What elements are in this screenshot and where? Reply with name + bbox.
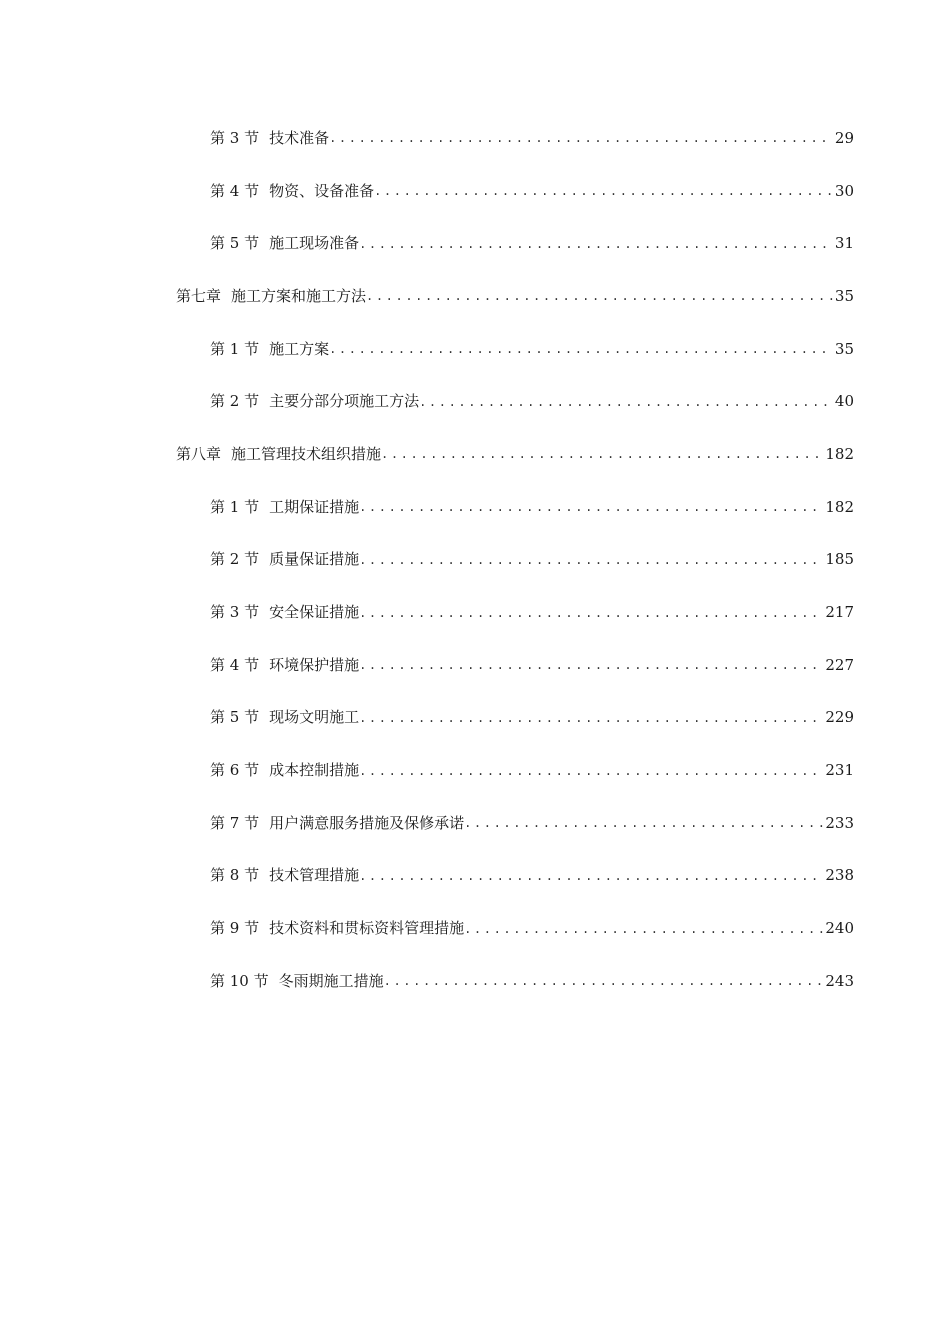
toc-entry-number: 第 1 节 — [210, 339, 260, 358]
toc-page-number: 227 — [825, 655, 854, 674]
toc-entry-number: 第 6 节 — [210, 761, 260, 780]
toc-page-number: 240 — [825, 919, 854, 938]
toc-dot-leader — [359, 763, 823, 779]
toc-entry-label — [210, 710, 359, 725]
toc-entry-number: 第 4 节 — [210, 181, 260, 200]
toc-page-number: 238 — [825, 866, 854, 885]
toc-dot-leader — [329, 130, 833, 146]
toc-entry-number: 第 7 节 — [210, 813, 260, 832]
toc-entry-title: 施工现场准备 — [269, 234, 360, 253]
toc-page-number: 30 — [834, 181, 854, 200]
toc-section-entry — [0, 902, 950, 955]
toc-entry-label — [210, 236, 359, 251]
toc-entry-title: 安全保证措施 — [269, 603, 360, 622]
toc-dot-leader — [366, 288, 833, 304]
toc-entry-title: 冬雨期施工措施 — [278, 971, 384, 990]
toc-section-entry — [0, 797, 950, 850]
toc-section-entry — [0, 692, 950, 745]
toc-entry-number: 第 9 节 — [210, 919, 260, 938]
toc-section-entry — [0, 744, 950, 797]
toc-dot-leader — [374, 183, 833, 199]
toc-chapter-entry — [0, 270, 950, 323]
toc-section-entry — [0, 217, 950, 270]
toc-entry-label — [210, 339, 330, 358]
toc-page-number: 231 — [825, 761, 854, 780]
toc-entry-label — [210, 605, 359, 620]
table-of-contents — [0, 112, 950, 1008]
toc-page-number: 35 — [834, 339, 854, 358]
toc-chapter-entry — [0, 428, 950, 481]
toc-entry-title: 施工方案和施工方法 — [231, 286, 367, 305]
toc-dot-leader — [464, 921, 823, 937]
toc-page-number: 243 — [825, 971, 854, 990]
toc-page-number: 229 — [825, 708, 854, 727]
toc-entry-title: 施工管理技术组织措施 — [231, 444, 382, 463]
toc-section-entry — [0, 481, 950, 534]
toc-section-entry — [0, 586, 950, 639]
toc-entry-label — [210, 655, 360, 674]
toc-entry-label — [210, 128, 330, 147]
toc-section-entry — [0, 534, 950, 587]
toc-entry-label — [210, 181, 375, 200]
toc-entry-label — [210, 552, 359, 567]
toc-dot-leader — [359, 605, 823, 621]
toc-entry-number: 第八章 — [176, 444, 222, 463]
toc-entry-label — [210, 868, 359, 883]
toc-page-number: 35 — [834, 286, 854, 305]
toc-page-number: 185 — [825, 550, 854, 569]
toc-entry-label — [210, 921, 464, 936]
toc-entry-number: 第 5 节 — [210, 234, 260, 253]
toc-entry-label — [176, 444, 382, 463]
toc-entry-title: 成本控制措施 — [269, 761, 360, 780]
toc-section-entry — [0, 639, 950, 692]
toc-dot-leader — [464, 815, 823, 831]
toc-entry-title: 技术资料和贯标资料管理措施 — [269, 919, 465, 938]
toc-entry-label — [210, 971, 384, 990]
toc-dot-leader — [384, 973, 824, 989]
toc-entry-title: 用户满意服务措施及保修承诺 — [269, 813, 465, 832]
toc-section-entry — [0, 112, 950, 165]
toc-page-number: 31 — [834, 234, 854, 253]
toc-entry-title: 环境保护措施 — [269, 655, 360, 674]
toc-section-entry — [0, 850, 950, 903]
toc-dot-leader — [359, 236, 833, 252]
toc-entry-label — [210, 763, 359, 778]
toc-entry-number: 第 10 节 — [210, 971, 269, 990]
toc-page-number: 29 — [834, 128, 854, 147]
toc-section-entry — [0, 323, 950, 376]
toc-page-number: 182 — [825, 497, 854, 516]
toc-entry-number: 第 1 节 — [210, 497, 260, 516]
toc-dot-leader — [329, 341, 833, 357]
toc-entry-title: 技术准备 — [269, 128, 330, 147]
toc-entry-title: 质量保证措施 — [269, 550, 360, 569]
toc-entry-title: 物资、设备准备 — [269, 181, 375, 200]
toc-dot-leader — [359, 710, 823, 726]
toc-entry-number: 第 3 节 — [210, 128, 260, 147]
toc-entry-number: 第 2 节 — [210, 392, 260, 411]
toc-section-entry — [0, 375, 950, 428]
toc-entry-title: 工期保证措施 — [269, 497, 360, 516]
toc-dot-leader — [381, 446, 823, 462]
toc-entry-number: 第 3 节 — [210, 603, 260, 622]
toc-entry-label — [176, 286, 367, 305]
toc-dot-leader — [359, 552, 823, 568]
toc-page-number: 217 — [825, 603, 854, 622]
toc-page-number: 182 — [825, 444, 854, 463]
toc-entry-label — [210, 497, 360, 516]
toc-page-number: 40 — [834, 392, 854, 411]
toc-entry-title: 现场文明施工 — [269, 708, 360, 727]
toc-entry-label — [210, 394, 419, 409]
toc-page-number: 233 — [825, 813, 854, 832]
toc-dot-leader — [359, 499, 823, 515]
toc-dot-leader — [359, 868, 823, 884]
toc-entry-number: 第 5 节 — [210, 708, 260, 727]
toc-dot-leader — [419, 394, 833, 410]
toc-entry-number: 第 4 节 — [210, 655, 260, 674]
toc-entry-title: 技术管理措施 — [269, 866, 360, 885]
toc-entry-number: 第七章 — [176, 286, 222, 305]
toc-entry-number: 第 8 节 — [210, 866, 260, 885]
toc-entry-title: 施工方案 — [269, 339, 330, 358]
toc-section-entry — [0, 955, 950, 1008]
toc-entry-title: 主要分部分项施工方法 — [269, 392, 420, 411]
toc-entry-number: 第 2 节 — [210, 550, 260, 569]
toc-entry-label — [210, 813, 465, 832]
toc-section-entry — [0, 165, 950, 218]
toc-dot-leader — [359, 657, 823, 673]
